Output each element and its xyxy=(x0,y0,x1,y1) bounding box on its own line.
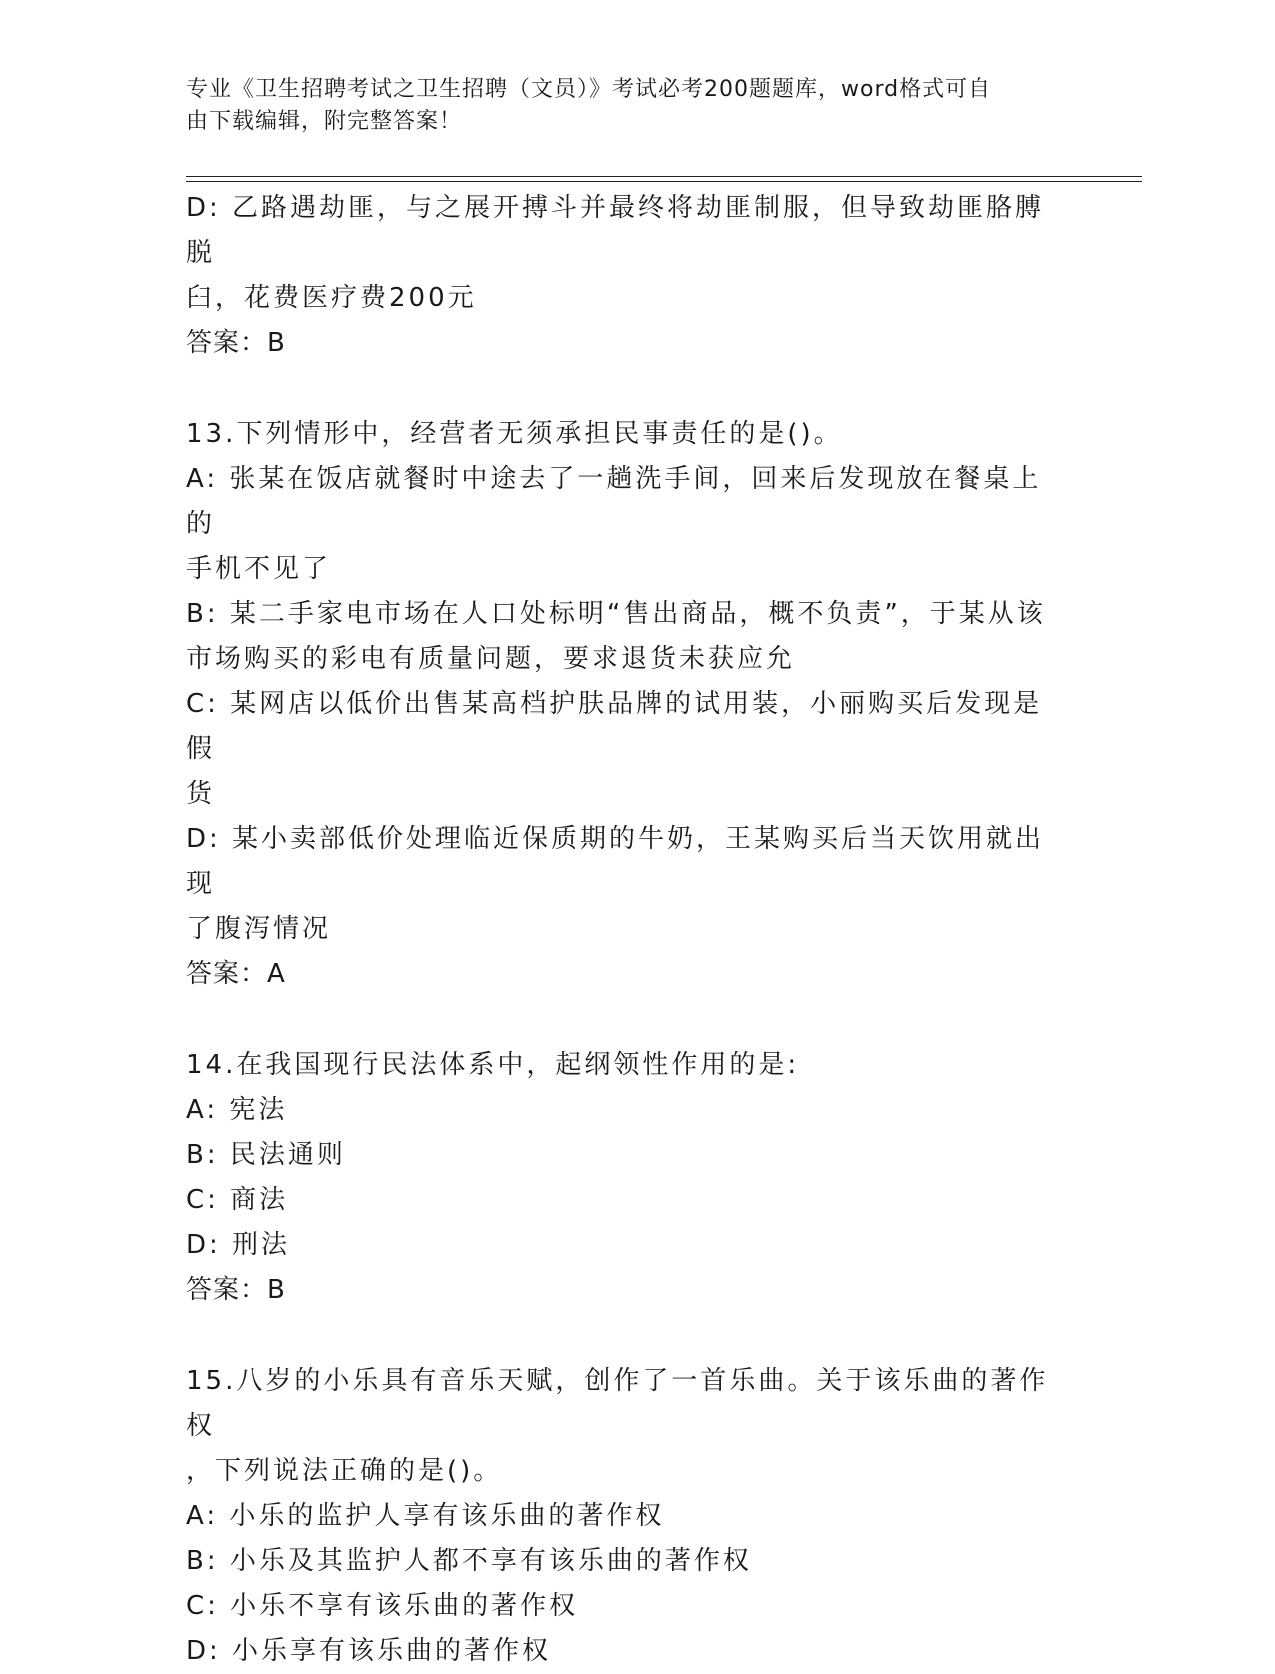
option-d: D: 小乐享有该乐曲的著作权 xyxy=(186,1636,552,1666)
question-15-text-line-1: 15.八岁的小乐具有音乐天赋，创作了一首乐曲。关于该乐曲的著作权 xyxy=(186,1366,1049,1441)
header-line-2: 由下载编辑，附完整答案！ xyxy=(186,109,463,134)
header-line-1: 专业《卫生招聘考试之卫生招聘（文员）》考试必考200题题库，word格式可自 xyxy=(186,77,992,102)
question-15-text-line-2: ，下列说法正确的是()。 xyxy=(186,1456,503,1486)
question-13 xyxy=(186,412,1066,997)
option-d: D: 刑法 xyxy=(186,1230,291,1260)
option-a-line-2: 手机不见了 xyxy=(186,554,332,584)
option-b-line-1: B: 某二手家电市场在人口处标明“售出商品，概不负责”，于某从该 xyxy=(186,599,1046,629)
option-c: C: 商法 xyxy=(186,1185,289,1215)
header-divider-top xyxy=(186,176,1142,177)
option-d-line-1: D: 某小卖部低价处理临近保质期的牛奶，王某购买后当天饮用就出现 xyxy=(186,824,1045,899)
option-a: A: 小乐的监护人享有该乐曲的著作权 xyxy=(186,1501,665,1531)
question-14-text: 14.在我国现行民法体系中，起纲领性作用的是: xyxy=(186,1050,800,1080)
header-divider-bottom xyxy=(186,181,1142,182)
option-d-line-2: 臼，花费医疗费200元 xyxy=(186,283,477,313)
option-d-line-1: D: 乙路遇劫匪，与之展开搏斗并最终将劫匪制服，但导致劫匪胳膊脱 xyxy=(186,193,1045,268)
answer-12: 答案：B xyxy=(186,328,286,358)
option-c-line-1: C: 某网店以低价出售某高档护肤品牌的试用装，小丽购买后发现是假 xyxy=(186,689,1043,764)
option-d-line-2: 了腹泻情况 xyxy=(186,914,332,944)
question-12-tail xyxy=(186,186,1066,366)
option-a-line-1: A: 张某在饭店就餐时中途去了一趟洗手间，回来后发现放在餐桌上的 xyxy=(186,464,1042,539)
option-c-line-2: 货 xyxy=(186,779,216,809)
option-b: B: 民法通则 xyxy=(186,1140,346,1170)
answer-14: 答案：B xyxy=(186,1275,286,1305)
answer-13: 答案：A xyxy=(186,959,286,989)
option-b: B: 小乐及其监护人都不享有该乐曲的著作权 xyxy=(186,1546,752,1576)
option-b-line-2: 市场购买的彩电有质量问题，要求退货未获应允 xyxy=(186,644,796,674)
question-14 xyxy=(186,1043,1066,1313)
question-15 xyxy=(186,1359,1066,1674)
question-13-text: 13.下列情形中，经营者无须承担民事责任的是()。 xyxy=(186,419,843,449)
document-header xyxy=(186,74,1066,138)
option-c: C: 小乐不享有该乐曲的著作权 xyxy=(186,1591,579,1621)
document-body xyxy=(186,186,1066,1674)
option-a: A: 宪法 xyxy=(186,1095,288,1125)
